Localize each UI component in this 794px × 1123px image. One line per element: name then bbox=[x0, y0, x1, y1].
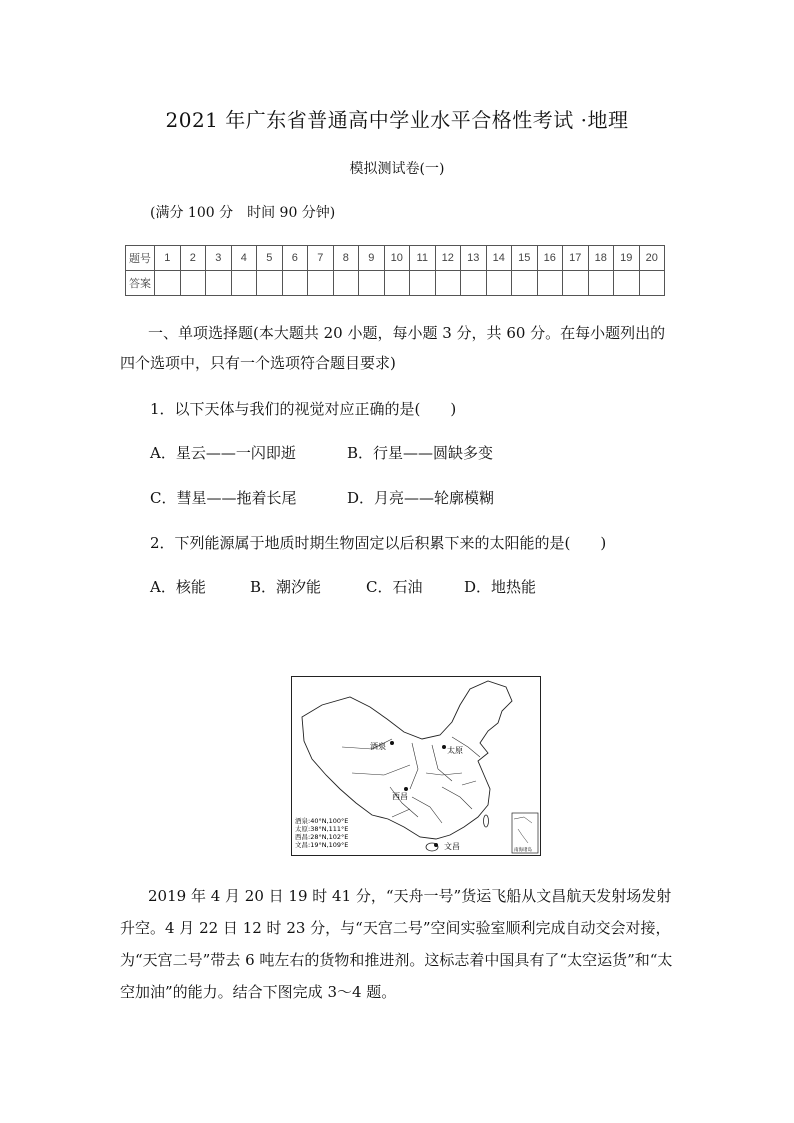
china-map-figure bbox=[292, 677, 540, 855]
answer-table-number-row bbox=[126, 246, 665, 271]
question-2-stem: 2．下列能源属于地质时期生物固定以后积累下来的太阳能的是( ) bbox=[150, 534, 607, 552]
question-number-cell: 4 bbox=[231, 246, 257, 271]
question-number-cell: 1 bbox=[155, 246, 181, 271]
question-number-cell: 5 bbox=[257, 246, 283, 271]
wenchang-label: 文昌 bbox=[444, 842, 460, 851]
xichang-label: 西昌 bbox=[392, 792, 408, 801]
question-number-cell: 20 bbox=[639, 246, 665, 271]
legend-line-taiyuan: 太原:38°N,111°E bbox=[295, 825, 349, 833]
question-number-cell: 8 bbox=[333, 246, 359, 271]
question-number-cell: 6 bbox=[282, 246, 308, 271]
taiwan-island bbox=[484, 815, 489, 827]
answer-cell[interactable] bbox=[206, 271, 232, 296]
answer-cell[interactable] bbox=[461, 271, 487, 296]
south-china-sea-inset bbox=[512, 813, 538, 853]
answer-cell[interactable] bbox=[512, 271, 538, 296]
section-heading: 一、单项选择题(本大题共 20 小题，每小题 3 分，共 60 分。在每小题列出的四个选项中，只有一个选项符合题目要求) bbox=[120, 324, 666, 372]
answer-cell[interactable] bbox=[563, 271, 589, 296]
question-1-option-a: A．星云——一闪即逝 bbox=[150, 444, 296, 462]
inset-label: 南海诸岛 bbox=[514, 848, 532, 853]
question-2-option-a: A．核能 bbox=[150, 578, 206, 596]
answer-cell[interactable] bbox=[435, 271, 461, 296]
answer-cell[interactable] bbox=[588, 271, 614, 296]
jiuquan-label: 酒泉 bbox=[370, 742, 386, 751]
question-number-cell: 12 bbox=[435, 246, 461, 271]
answer-cell[interactable] bbox=[486, 271, 512, 296]
question-1-option-d: D．月亮——轮廓模糊 bbox=[347, 489, 495, 507]
taiyuan-label: 太原 bbox=[447, 746, 463, 755]
answer-table-answer-row bbox=[126, 271, 665, 296]
jiuquan-marker bbox=[390, 741, 394, 745]
question-number-cell: 18 bbox=[588, 246, 614, 271]
question-number-cell: 9 bbox=[359, 246, 385, 271]
question-number-cell: 17 bbox=[563, 246, 589, 271]
question-2-option-c: C．石油 bbox=[366, 578, 423, 596]
wenchang-marker bbox=[434, 843, 438, 847]
answer-cell[interactable] bbox=[359, 271, 385, 296]
answer-cell[interactable] bbox=[410, 271, 436, 296]
question-1-option-c: C．彗星——拖着长尾 bbox=[150, 489, 297, 507]
answer-cell[interactable] bbox=[155, 271, 181, 296]
question-number-cell: 16 bbox=[537, 246, 563, 271]
answer-table-row-label: 答案 bbox=[126, 271, 155, 296]
answer-cell[interactable] bbox=[231, 271, 257, 296]
exam-subtitle: 模拟测试卷(一) bbox=[349, 161, 445, 177]
answer-cell[interactable] bbox=[537, 271, 563, 296]
answer-cell[interactable] bbox=[384, 271, 410, 296]
answer-cell[interactable] bbox=[180, 271, 206, 296]
answer-cell[interactable] bbox=[639, 271, 665, 296]
answer-cell[interactable] bbox=[614, 271, 640, 296]
answer-table-row-label: 题号 bbox=[126, 246, 155, 271]
question-2-option-b: B．潮汐能 bbox=[250, 578, 322, 596]
score-time-info: (满分 100 分 时间 90 分钟) bbox=[150, 205, 336, 221]
answer-cell[interactable] bbox=[308, 271, 334, 296]
answer-cell[interactable] bbox=[333, 271, 359, 296]
exam-title: 2021 年广东省普通高中学业水平合格性考试 ·地理 bbox=[165, 108, 629, 132]
question-number-cell: 3 bbox=[206, 246, 232, 271]
question-1-stem: 1．以下天体与我们的视觉对应正确的是( ) bbox=[150, 400, 457, 418]
question-number-cell: 10 bbox=[384, 246, 410, 271]
legend-line-jiuquan: 酒泉:40°N,100°E bbox=[295, 817, 349, 825]
question-number-cell: 11 bbox=[410, 246, 436, 271]
answer-cell[interactable] bbox=[282, 271, 308, 296]
question-2-option-d: D．地热能 bbox=[464, 578, 537, 596]
question-number-cell: 14 bbox=[486, 246, 512, 271]
reading-passage: 2019 年 4 月 20 日 19 时 41 分，“天舟一号”货运飞船从文昌航天发射场发射升空。4 月 22 日 12 时 23 分，与“天宫二号”空间实验室顺利完成自动交会对接，为“天宫二号”带去 6 吨左右的货物和推进剂。这标志着中国具有了“太空运货”和“太空加油”的能力。结合下图完成 3～4 题。 bbox=[120, 887, 673, 1001]
answer-cell[interactable] bbox=[257, 271, 283, 296]
question-1-option-b: B．行星——圆缺多变 bbox=[347, 444, 494, 462]
china-outline bbox=[302, 681, 512, 839]
question-number-cell: 15 bbox=[512, 246, 538, 271]
question-number-cell: 7 bbox=[308, 246, 334, 271]
legend-line-xichang: 西昌:28°N,102°E bbox=[295, 833, 349, 841]
china-launch-site-map bbox=[291, 676, 541, 856]
question-number-cell: 13 bbox=[461, 246, 487, 271]
legend-line-wenchang: 文昌:19°N,109°E bbox=[295, 841, 349, 849]
question-number-cell: 2 bbox=[180, 246, 206, 271]
xichang-marker bbox=[404, 787, 408, 791]
answer-table bbox=[125, 245, 665, 296]
taiyuan-marker bbox=[442, 745, 446, 749]
question-number-cell: 19 bbox=[614, 246, 640, 271]
